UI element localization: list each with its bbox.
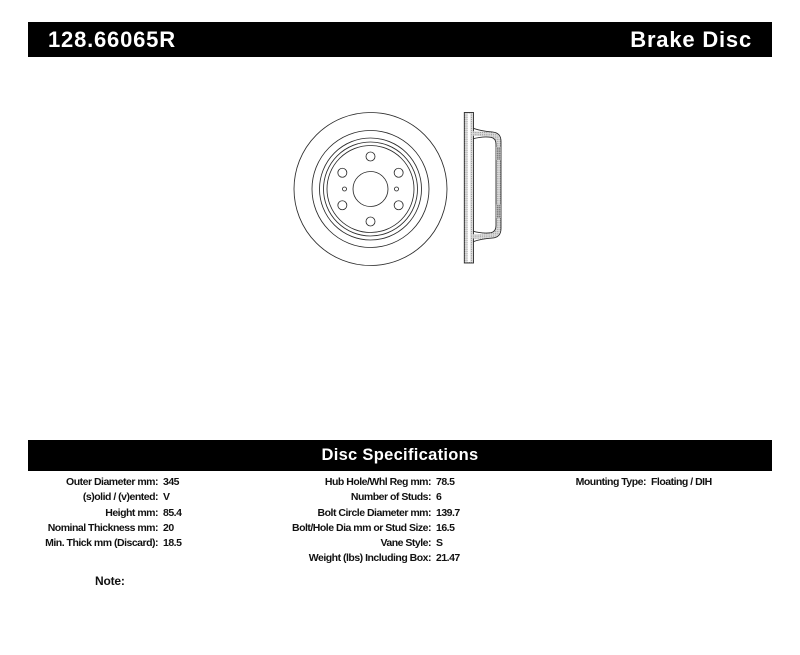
spec-label: Bolt Circle Diameter mm:: [317, 506, 431, 519]
alignment-hole: [343, 187, 347, 191]
spec-value: 139.7: [436, 506, 460, 519]
hat-step-circle-2: [324, 142, 418, 236]
header-bar: [28, 22, 772, 57]
spec-value: V: [163, 491, 170, 504]
specs-column-left: [28, 475, 278, 551]
spec-value: 16.5: [436, 521, 455, 534]
spec-value: 21.47: [436, 552, 460, 565]
brake-disc-drawing-svg: [280, 100, 520, 280]
hat-step-circle-1: [320, 138, 422, 240]
disc-specifications-header: [28, 440, 772, 471]
spec-row: [28, 475, 278, 490]
spec-row: [278, 536, 540, 551]
stud-hole: [366, 217, 375, 226]
stud-hole: [394, 168, 403, 177]
spec-row: [540, 475, 772, 490]
product-type: Brake Disc: [630, 26, 752, 52]
stud-hole: [394, 201, 403, 210]
spec-row: [28, 521, 278, 536]
disc-outer-edge: [294, 113, 447, 266]
spec-value: 85.4: [163, 506, 182, 519]
spec-row: [28, 536, 278, 551]
brake-disc-front-view: [294, 113, 447, 266]
spec-row: [278, 475, 540, 490]
stud-boss-section: [496, 205, 501, 219]
technical-drawing: [280, 100, 520, 280]
hub-bore: [353, 172, 388, 207]
section-title: Disc Specifications: [321, 446, 479, 464]
spec-value: 345: [163, 476, 180, 488]
spec-value: Floating / DIH: [651, 476, 712, 488]
note-label: Note:: [95, 574, 125, 588]
spec-label: Hub Hole/Whl Reg mm:: [324, 476, 431, 488]
spec-label: Outer Diameter mm:: [66, 476, 158, 488]
brake-disc-cross-section: [464, 113, 501, 264]
stud-hole: [366, 152, 375, 161]
spec-label: Min. Thick mm (Discard):: [45, 537, 158, 550]
spec-row: [28, 490, 278, 505]
alignment-hole: [395, 187, 399, 191]
spec-label: (s)olid / (v)ented:: [82, 491, 158, 504]
spec-label: Height mm:: [105, 506, 158, 519]
spec-row: [278, 551, 540, 566]
specs-column-right: [540, 475, 772, 490]
stud-hole: [338, 201, 347, 210]
spec-value: S: [436, 537, 443, 550]
part-number: 128.66065R: [48, 26, 176, 52]
spec-label: Vane Style:: [380, 537, 431, 550]
spec-row: [278, 506, 540, 521]
spec-row: [278, 490, 540, 505]
stud-hole: [338, 168, 347, 177]
rotor-vent-channel: [468, 114, 471, 263]
spec-label: Weight (lbs) Including Box:: [308, 552, 431, 565]
stud-boss-section: [496, 147, 501, 160]
hat-section-metal: [473, 134, 499, 237]
spec-row: [278, 521, 540, 536]
spec-value: 78.5: [436, 476, 455, 488]
spec-value: 6: [436, 491, 442, 504]
hat-step-circle-3: [327, 146, 414, 233]
hat-inner-edge: [473, 137, 496, 233]
spec-label: Mounting Type:: [575, 476, 646, 488]
spec-label: Number of Studs:: [350, 491, 431, 504]
spec-label: Nominal Thickness mm:: [47, 521, 158, 534]
specs-column-middle: [278, 475, 540, 567]
spec-row: [28, 506, 278, 521]
spec-value: 18.5: [163, 537, 182, 550]
spec-label: Bolt/Hole Dia mm or Stud Size:: [291, 521, 431, 534]
braking-surface-inner-edge: [312, 131, 429, 248]
spec-value: 20: [163, 521, 174, 534]
